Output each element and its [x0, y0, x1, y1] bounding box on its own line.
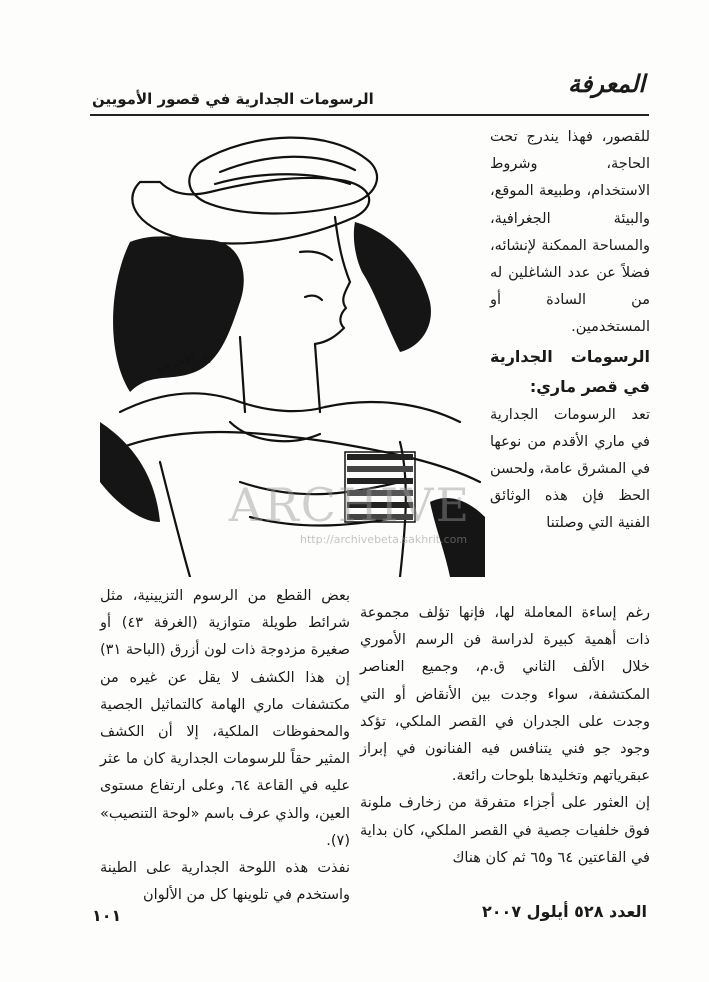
hair-right [354, 222, 431, 352]
lower-paragraph-1: رغم إساءة المعاملة لها، فإنها تؤلف مجموعة ذات أهمية كبيرة لدراسة فن الرسم الأموري خلال الألف الثاني ق.م، وجميع العناصر المكتشفة، سواء وجدت بين الأنقاض أو التي وجدت على الجدران في القصر الملكي، تؤكد وجود جو فني يتنافس فيه الفنانون في إبراز عبقرياتهم وتخليدها بلوحات رائعة. [360, 605, 650, 785]
archive-watermark-url: http://archivebeta.sakhrit.com [300, 533, 468, 546]
right-paragraph-1: للقصور، فهذا يندرج تحت الحاجة، وشروط الاستخدام، وطبيعة الموقع، والبيئة الجغرافية، والمساحة الممكنة لإنشائه، فضلاً عن عدد الشاغلين له من السادة أو المستخدمين. [490, 129, 650, 336]
hat-brim [132, 178, 369, 244]
right-paragraph-2: تعد الرسومات الجدارية في ماري الأقدم من نوعها في المشرق عامة، ولحسن الحظ فإن هذه الوثائق الفنية التي وصلتنا [490, 406, 650, 532]
archive-watermark: ARCHIVE [228, 478, 472, 532]
left-paragraph-2: نفذت هذه اللوحة الجدارية على الطينة واستخدم في تلوينها كل من الألوان [100, 860, 350, 904]
right-column [490, 124, 650, 538]
neck [240, 337, 320, 412]
face-profile [315, 217, 350, 344]
header-rule [90, 114, 649, 116]
left-column [100, 583, 350, 909]
section-title: الرسومات الجدارية في قصور الأمويين [92, 90, 374, 108]
shoulders [120, 393, 460, 422]
right-lower-column [360, 600, 650, 872]
issue-info: العدد ٥٢٨ أيلول ٢٠٠٧ [482, 902, 647, 921]
artist-signature: ع. الأخرس [155, 349, 211, 373]
subheading-mari: الرسومات الجدارية في قصر ماري: [490, 346, 650, 396]
hat-crown [189, 138, 377, 214]
page-number: ١٠١ [92, 906, 122, 925]
magazine-logo: المعرفة [567, 70, 645, 98]
lower-paragraph-2: إن العثور على أجزاء متفرقة من زخارف ملونة فوق خلفيات جصية في القصر الملكي، كان بداية في القاعتين ٦٤ و٦٥ ثم كان هناك [360, 795, 650, 866]
left-paragraph-1: بعض القطع من الرسوم التزيينية، مثل شرائط طويلة متوازية (الغرفة ٤٣) أو صغيرة مزدوجة ذات لون أزرق (الباحة ٣١) إن هذا الكشف لا يقل عن غيره من مكتشفات ماري الهامة كالتماثيل الجصية والمحفوظات الملكية، إلا أن الكشف المثير حقاً للرسومات الجدارية كان ما عثر عليه في القاعة ٦٤، وعلى ارتفاع مستوى العين، والذي عرف باسم «لوحة التنصيب» (٧). [100, 588, 350, 849]
hair-left [113, 236, 244, 392]
